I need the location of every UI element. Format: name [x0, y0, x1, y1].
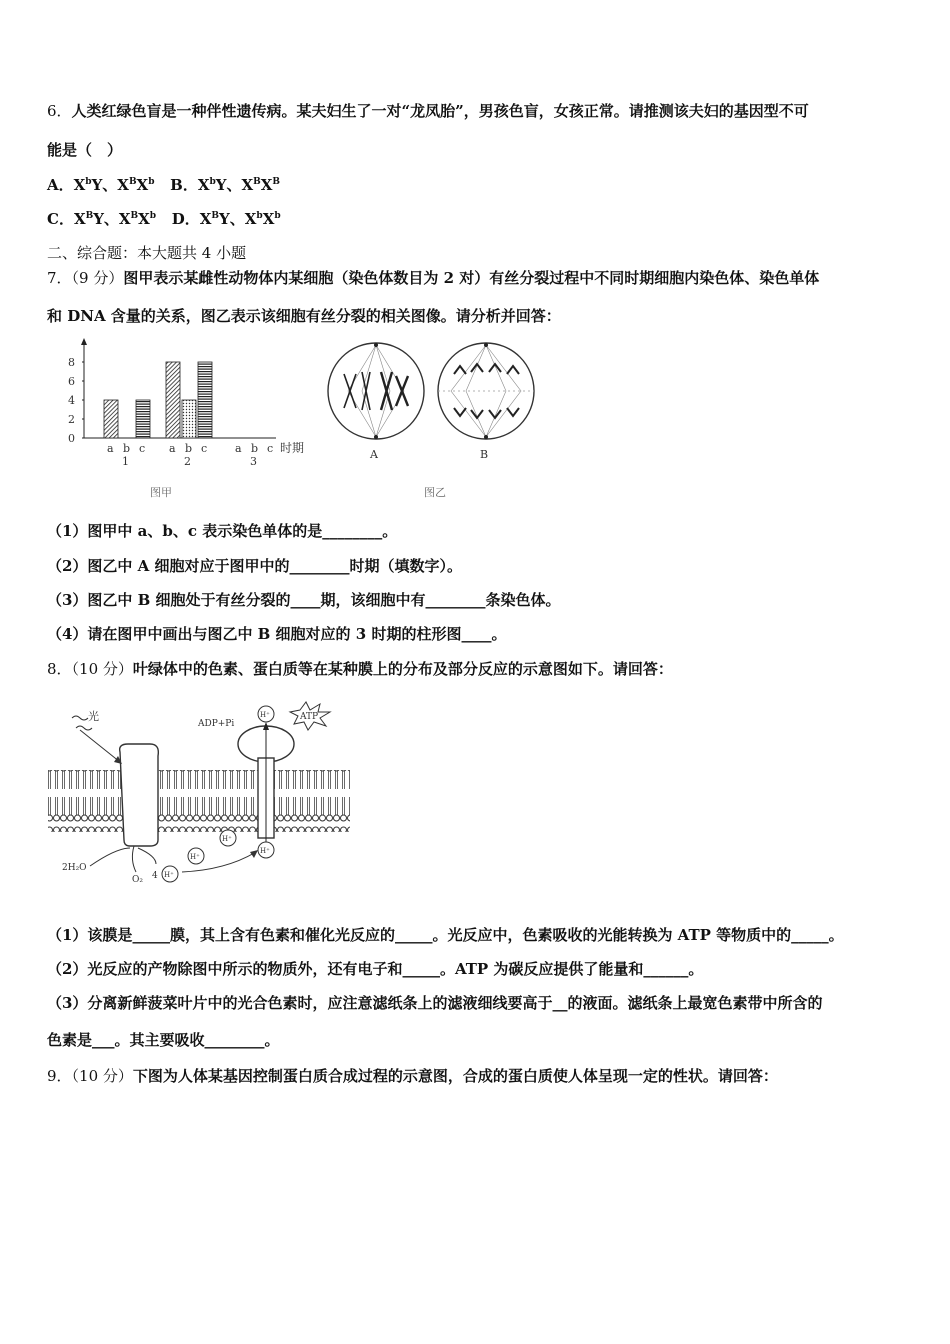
x-category-label: b	[185, 442, 193, 455]
y-tick-label: 2	[68, 413, 75, 426]
q7-stem-line1: 7．（9 分）图甲表示某雌性动物体内某细胞（染色体数目为 2 对）有丝分裂过程中不同时期细胞内染色体、染色单体	[47, 269, 820, 287]
h-ion-lumen-1: H⁺	[222, 835, 232, 843]
y-tick-label: 8	[68, 356, 75, 369]
q6-stem-line2: 能是（ ）	[47, 141, 123, 159]
q7-stem-line2: 和 DNA 含量的关系，图乙表示该细胞有丝分裂的相关图像。请分析并回答：	[47, 307, 561, 325]
x-category-label: a	[169, 442, 176, 455]
o2-label: O₂	[132, 875, 143, 885]
q6-stem-line1: 6．人类红绿色盲是一种伴性遗传病。某夫妇生了一对“龙凤胎”，男孩色盲，女孩正常。请推测该夫妇的基因型不可	[47, 102, 809, 120]
h-ion-top: H⁺	[260, 711, 270, 719]
y-tick-label: 0	[68, 432, 75, 445]
atp-label: ATP	[300, 712, 319, 722]
figure-jia-caption: 图甲	[150, 486, 172, 499]
lipid-bilayer	[48, 770, 350, 832]
y-tick-label: 6	[68, 375, 75, 388]
q6-option-d[interactable]: D．$X^BY$、$X^bX^b$	[171, 210, 281, 228]
bar-2-c	[198, 362, 212, 438]
four-label: 4	[152, 871, 158, 881]
figure-yi	[326, 338, 546, 504]
h-ion-product: H⁺	[164, 871, 174, 879]
x-axis-label: 时期	[280, 441, 305, 455]
x-ticks	[107, 442, 273, 468]
y-axis-arrow	[81, 338, 87, 345]
q8-sub3-line2: 色素是___。其主要吸收________。	[47, 1031, 280, 1049]
q6-options-cd	[47, 209, 281, 229]
h-ion-lumen-2: H⁺	[190, 853, 200, 861]
q6-options-ab	[47, 175, 280, 195]
q8-stem: 8．（10 分）叶绿体中的色素、蛋白质等在某种膜上的分布及部分反应的示意图如下。请回答：	[47, 660, 673, 678]
svg-text:A: A	[370, 448, 378, 461]
q8-sub3-line1: （3）分离新鲜菠菜叶片中的光合色素时，应注意滤纸条上的滤液细线要高于__的液面。滤纸条上最宽色素带中所含的	[47, 994, 823, 1012]
q6-option-b[interactable]: B．$X^bY$、$X^BX^B$	[170, 176, 280, 194]
photosystem-protein	[120, 744, 159, 846]
q6-option-c[interactable]: C．$X^BY$、$X^BX^b$	[47, 210, 157, 228]
svg-text:B: B	[480, 448, 489, 461]
x-category-label: c	[139, 442, 146, 455]
bar-1-c	[136, 400, 150, 438]
x-category-label: b	[123, 442, 131, 455]
x-category-label: c	[267, 442, 274, 455]
figure-jia-chart	[62, 336, 322, 506]
section-title: 二、综合题：本大题共 4 小题	[47, 244, 247, 262]
x-category-label: c	[201, 442, 208, 455]
q7-sub2: （2）图乙中 A 细胞对应于图甲中的________时期（填数字）。	[47, 557, 463, 575]
cell-b	[438, 343, 534, 461]
x-group-label: 3	[250, 455, 257, 468]
y-ticks	[68, 356, 84, 445]
bar-2-b	[182, 400, 196, 438]
q6-option-a[interactable]: A．$X^bY$、$X^BX^b$	[47, 176, 155, 194]
figure-yi-caption: 图乙	[424, 486, 446, 499]
x-category-label: a	[235, 442, 242, 455]
x-category-label: b	[251, 442, 259, 455]
x-category-label: a	[107, 442, 114, 455]
adp-label: ADP+Pi	[198, 719, 235, 729]
x-group-label: 2	[184, 455, 191, 468]
q7-sub3: （3）图乙中 B 细胞处于有丝分裂的____期，该细胞中有________条染色体。	[47, 591, 561, 609]
light-label: 光	[88, 710, 99, 723]
bars	[104, 362, 212, 438]
q7-sub4: （4）请在图甲中画出与图乙中 B 细胞对应的 3 时期的柱形图____。	[47, 625, 507, 643]
membrane-figure	[46, 700, 356, 886]
x-group-label: 1	[122, 455, 129, 468]
bar-1-a	[104, 400, 118, 438]
y-tick-label: 4	[68, 394, 75, 407]
q8-sub1: （1）该膜是_____膜，其上含有色素和催化光反应的_____。光反应中，色素吸收的光能转换为 ATP 等物质中的_____。	[47, 926, 844, 944]
water-label: 2H₂O	[62, 863, 87, 873]
q7-sub1: （1）图甲中 a、b、c 表示染色单体的是________。	[47, 522, 398, 540]
bar-2-a	[166, 362, 180, 438]
h-ion-lumen-3: H⁺	[260, 847, 270, 855]
q8-sub2: （2）光反应的产物除图中所示的物质外，还有电子和_____。ATP 为碳反应提供了能量和______。	[47, 960, 704, 978]
q9-stem: 9．（10 分）下图为人体某基因控制蛋白质合成过程的示意图，合成的蛋白质使人体呈现一定的性状。请回答：	[47, 1067, 778, 1085]
cell-a	[328, 343, 424, 461]
